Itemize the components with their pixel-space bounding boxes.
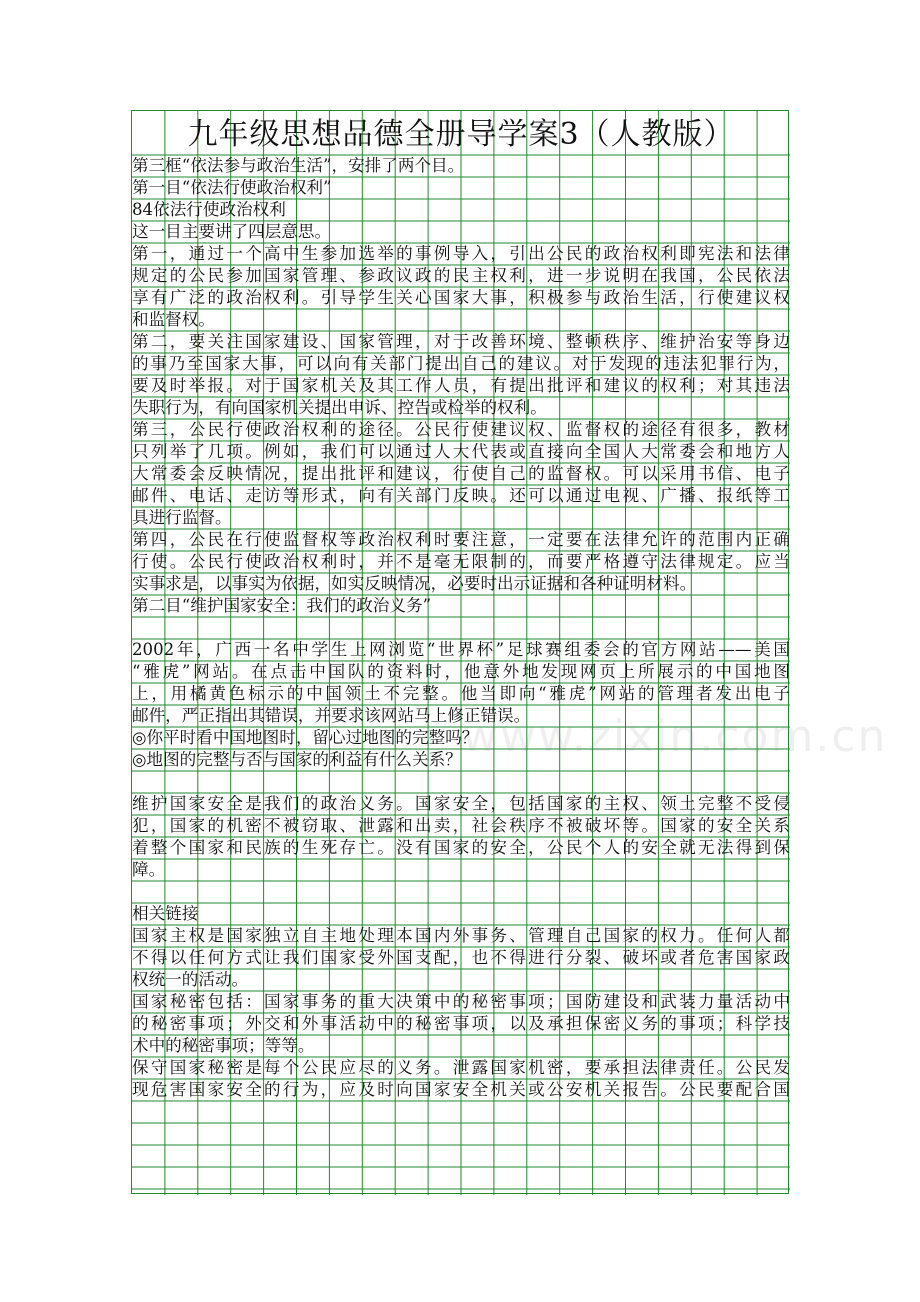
text-line: 第三，公民行使政治权利的途径。公民行使建议权、监督权的途径有很多，教材 [132, 420, 790, 439]
text-line: 实事求是，以事实为依据，如实反映情况，必要时出示证据和各种证明材料。 [132, 574, 697, 593]
text-line: 行使。公民行使政治权利时，并不是毫无限制的，而要严格遵守法律规定。应当 [132, 552, 790, 571]
text-line: 犯，国家的机密不被窃取、泄露和出卖，社会秩序不被破坏等。国家的安全关系 [132, 816, 790, 835]
text-line: 大常委会反映情况，提出批评和建议，行使自己的监督权。可以采用书信、电子 [132, 464, 790, 483]
text-line: 障。 [132, 860, 166, 879]
text-line: 具进行监督。 [132, 508, 232, 527]
document-page [131, 110, 888, 1194]
text-line: 权统一的活动。 [132, 970, 249, 989]
text-line: 第一，通过一个高中生参加选举的事例导入，引出公民的政治权利即宪法和法律 [132, 244, 790, 263]
text-line: 国家秘密包括：国家事务的重大决策中的秘密事项；国防建设和武装力量活动中 [132, 992, 790, 1011]
text-line: ◎地图的完整与否与国家的利益有什么关系？ [132, 750, 462, 769]
text-line: 国家主权是国家独立自主地处理本国内外事务、管理自己国家的权力。任何人都 [132, 926, 790, 945]
text-line: 和监督权。 [132, 310, 215, 329]
text-line: 第三框“依法参与政治生活”，安排了两个目。 [132, 156, 465, 175]
text-line: 规定的公民参加国家管理、参政议政的民主权利，进一步说明在我国，公民依法 [132, 266, 790, 285]
text-line: 的秘密事项；外交和外事活动中的秘密事项，以及承担保密义务的事项；科学技 [132, 1014, 790, 1033]
text-line: ◎你平时看中国地图时，留心过地图的完整吗？ [132, 728, 479, 747]
text-line: 的事乃至国家大事，可以向有关部门提出自己的建议。对于发现的违法犯罪行为， [132, 354, 790, 373]
text-line: 维护国家安全是我们的政治义务。国家安全，包括国家的主权、领土完整不受侵 [132, 794, 790, 813]
text-line: 第一目“依法行使政治权利” [132, 178, 332, 197]
text-line: 享有广泛的政治权利。引导学生关心国家大事，积极参与政治生活，行使建议权 [132, 288, 790, 307]
text-line: 邮件，严正指出其错误，并要求该网站马上修正错误。 [132, 706, 531, 725]
page-title: 九年级思想品德全册导学案3（人教版） [187, 117, 735, 152]
text-line: 这一目主要讲了四层意思。 [132, 222, 332, 241]
text-line: 84依法行使政治权利 [132, 200, 286, 219]
text-line: 上，用橘黄色标示的中国领土不完整。他当即向“雅虎”网站的管理者发出电子 [132, 684, 790, 703]
text-line: 现危害国家安全的行为，应及时向国家安全机关或公安机关报告。公民要配合国 [132, 1080, 790, 1099]
text-line: 第四，公民在行使监督权等政治权利时要注意，一定要在法律允许的范围内正确 [132, 530, 790, 549]
text-line: 不得以任何方式让我们国家受外国支配，也不得进行分裂、破坏或者危害国家政 [132, 948, 790, 967]
text-line: “雅虎”网站。在点击中国队的资料时，他意外地发现网页上所展示的中国地图 [132, 662, 790, 681]
text-line: 第二，要关注国家建设、国家管理，对于改善环境、整顿秩序、维护治安等身边 [132, 332, 790, 351]
text-line: 相关链接 [132, 904, 199, 923]
text-line: 失职行为，有向国家机关提出申诉、控告或检举的权利。 [132, 398, 547, 417]
text-line: 要及时举报。对于国家机关及其工作人员，有提出批评和建议的权利；对其违法 [132, 376, 790, 395]
text-line: 邮件、电话、走访等形式，向有关部门反映。还可以通过电视、广播、报纸等工 [132, 486, 790, 505]
text-line: 着整个国家和民族的生死存亡。没有国家的安全，公民个人的安全就无法得到保 [132, 838, 790, 857]
text-line: 术中的秘密事项；等等。 [132, 1036, 315, 1055]
text-line: 只列举了几项。例如，我们可以通过人大代表或直接向全国人大常委会和地方人 [132, 442, 790, 461]
watermark: www.zixin.com.cn [462, 711, 888, 762]
text-line: 第二目“维护国家安全：我们的政治义务” [132, 596, 432, 615]
text-line: 2002年，广西一名中学生上网浏览“世界杯”足球赛组委会的官方网站——美国 [132, 640, 790, 659]
text-line: 保守国家秘密是每个公民应尽的义务。泄露国家机密，要承担法律责任。公民发 [132, 1058, 790, 1077]
